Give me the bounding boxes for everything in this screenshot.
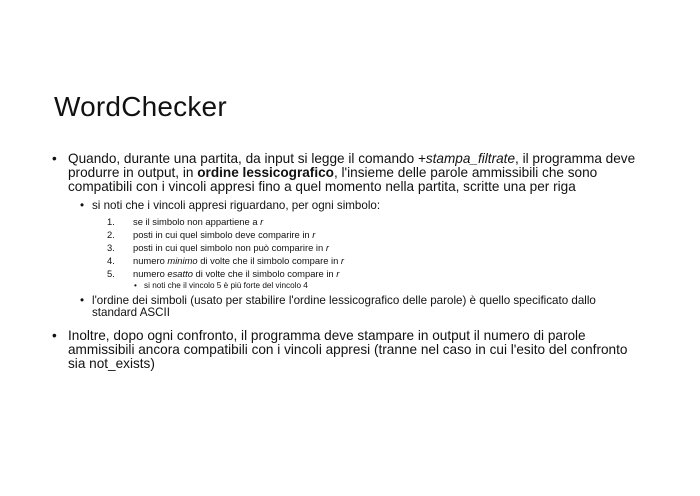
list-italic: r (312, 229, 316, 240)
bullet-icon: • (52, 151, 57, 166)
note-item (40, 280, 640, 291)
bullet-icon: • (134, 281, 137, 290)
list-italic: r (325, 242, 329, 253)
bullet-stampa-filtrate (40, 152, 640, 194)
list-item (40, 241, 640, 254)
sub-bullet-ascii (40, 295, 640, 319)
slide-content (40, 152, 640, 377)
list-number: 2. (107, 229, 115, 240)
list-text: di volte che il simbolo compare in (192, 268, 337, 279)
bold-term: ordine lessicografico (197, 165, 334, 180)
sub-bullet-text: l'ordine dei simboli (usato per stabilire l'ordine lessicografico delle parole) è quello specificato dallo standard ASCII (92, 294, 596, 319)
list-italic: r (336, 268, 340, 279)
command-name: +stampa_filtrate (417, 151, 516, 166)
numbered-list (40, 215, 640, 291)
bullet-icon: • (80, 199, 85, 212)
bullet-text: , il programma deve produrre in output, in (68, 151, 636, 180)
list-italic: r (260, 216, 264, 227)
sub-bullet-text: si noti che i vincoli appresi riguardano, per ogni simbolo: (92, 199, 381, 212)
list-text: numero (133, 255, 168, 266)
list-text: posti in cui quel simbolo deve comparire in (133, 229, 313, 240)
list-text: se il simbolo non appartiene a (133, 216, 261, 227)
list-item (40, 215, 640, 228)
bullet-icon: • (52, 328, 57, 343)
list-number: 5. (107, 268, 115, 279)
note-text: si noti che il vincolo 5 è più forte del vincolo 4 (144, 281, 308, 290)
list-italic: r (340, 255, 345, 266)
list-text: di volte che il simbolo compare in (197, 255, 341, 266)
bullet-icon: • (80, 294, 85, 307)
list-italic: esatto (167, 268, 193, 279)
list-number: 3. (107, 242, 115, 253)
list-number: 1. (107, 216, 115, 227)
sub-bullet-vincoli (40, 200, 640, 212)
list-item (40, 228, 640, 241)
list-text: numero (133, 268, 168, 279)
slide-title: WordChecker (54, 91, 227, 122)
bullet-text: Quando, durante una partita, da input si legge il comando (68, 151, 418, 166)
list-item (40, 267, 640, 280)
list-text: posti in cui quel simbolo non può comparire in (133, 242, 326, 253)
bullet-text: , l'insieme delle parole ammissibili che sono compatibili con i vincoli appresi fino a quel momento nella partita, scritte una per riga (68, 165, 598, 194)
list-number: 4. (107, 255, 115, 266)
bullet-numero-parole (40, 329, 640, 371)
list-italic: minimo (167, 255, 198, 266)
list-item (40, 254, 640, 267)
bullet-text: Inoltre, dopo ogni confronto, il programma deve stampare in output il numero di parole ammissibili ancora compatibili con i vincoli appresi (tranne nel caso in cui l'esito del confronto sia not_exists) (68, 328, 628, 371)
